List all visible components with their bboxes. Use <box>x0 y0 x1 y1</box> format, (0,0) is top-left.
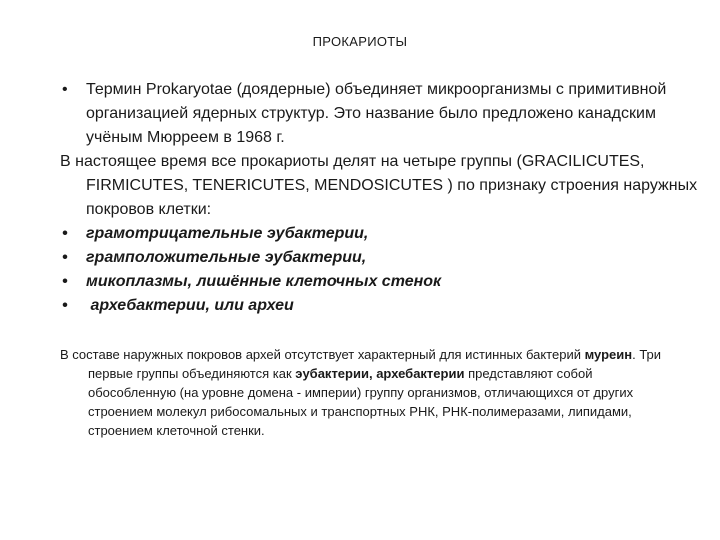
term-murein: муреин <box>584 347 633 362</box>
closing-text-block <box>60 345 680 440</box>
closing-part-1: В составе наружных покровов архей отсутствует характерный для истинных бактерий <box>60 347 585 362</box>
bullet-icon: • <box>62 225 68 242</box>
bullet-icon: • <box>62 297 68 314</box>
bullet-icon: • <box>62 273 68 290</box>
intro-bullet-text: Термин Prokaryotae (доядерные) объединяет микроорганизмы с примитивной организацией ядерных структур. Это название было предложено канадским учёным Мюрреем в 1968 г. <box>86 81 667 146</box>
term-eubacteria: эубактерии, <box>295 366 373 381</box>
bullet-icon: • <box>62 249 68 266</box>
list-item <box>60 294 700 318</box>
group-item-text: архебактерии, или археи <box>86 297 294 314</box>
list-item <box>60 270 700 294</box>
group-item-text: грамположительные эубактерии, <box>86 249 367 266</box>
term-archaebacteria: архебактерии <box>376 366 465 381</box>
groups-paragraph: В настоящее время все прокариоты делят на четыре группы (GRACILICUTES, FIRMICUTES, TENERICUTES, MENDOSICUTES ) по признаку строения наружных покровов клетки: <box>60 153 698 218</box>
groups-list <box>60 222 700 318</box>
closing-part-2: . Три первые группы объединяются как <box>88 347 662 381</box>
group-item-text: грамотрицательные эубактерии, <box>86 225 369 242</box>
list-item <box>60 246 700 270</box>
list-item <box>60 222 700 246</box>
bullet-icon: • <box>62 81 68 98</box>
intro-bullet <box>60 78 700 150</box>
slide-title: ПРОКАРИОТЫ <box>312 34 408 49</box>
closing-paragraph <box>60 345 680 440</box>
closing-part-4: представляют собой обособленную (на уровне домена - империи) группу организмов, отличающихся от других строением молекул рибосомальных и транспортных РНК, РНК-полимеразами, липидами, строением клеточной стенки. <box>88 366 634 438</box>
group-item-text: микоплазмы, лишённые клеточных стенок <box>86 273 442 290</box>
main-text-block <box>60 78 700 318</box>
